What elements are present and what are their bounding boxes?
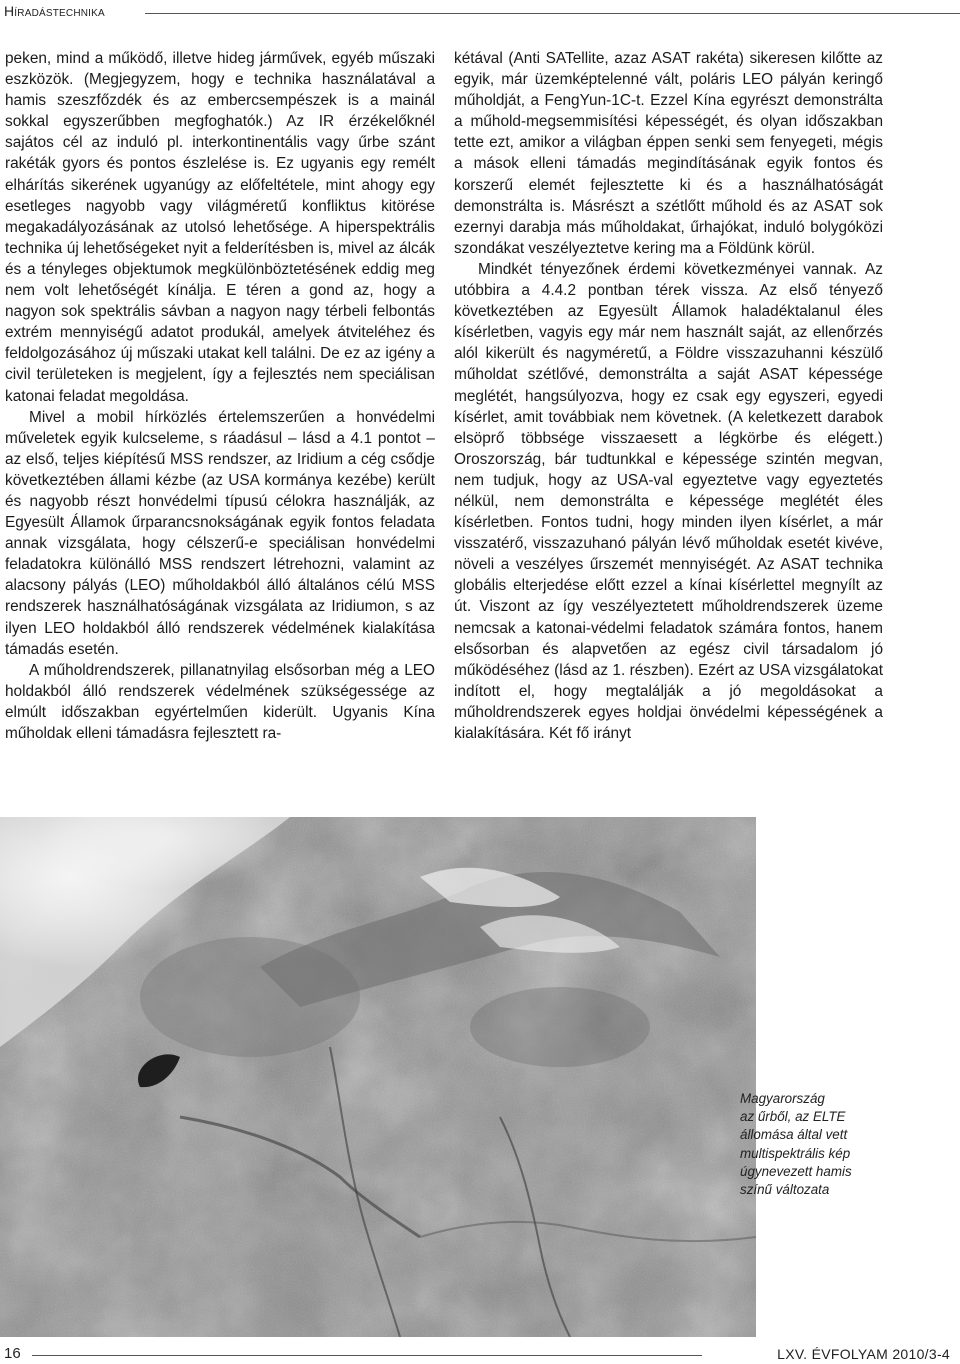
- caption-line: színű változata: [740, 1182, 830, 1198]
- figure-caption: [740, 1090, 900, 1199]
- left-paragraph-3: A műholdrendszerek, pillanatnyilag elsősorban még a LEO holdakból álló rendszerek védelmének szükségessége az elmúlt időszakban egyértelműen kiderült. Ugyanis Kína műholdak elleni támadásra fejlesztett ra-: [5, 661, 435, 742]
- caption-line: állomása által vett: [740, 1127, 848, 1143]
- caption-line: Magyarország: [740, 1091, 825, 1106]
- right-paragraph-1: kétával (Anti SATellite, azaz ASAT rakéta) sikeresen kilőtte az egyik, már üzemképtelenné vált, poláris LEO pályán keringő műholdját, a FengYun-1C-t. Ezzel Kína egyrészt demonstrálta a műhold-megsemmisítési képességét, és olyan időszakban tette ezt, amikor a világban éppen senki sem fenyegeti, mégis a mások elleni támadás megindításának egyik fontos és korszerű elemét fejlesztette ki és a használhatóságát demonstrálta is. Másrészt a szétlőtt műhold és az ASAT sok ezernyi darabja más műholdakat, űrhajókat, induló bolygóközi szondákat veszélyeztetve kering ma a Földünk körül.: [454, 50, 883, 257]
- running-header: [0, 0, 960, 26]
- right-column: [454, 48, 883, 744]
- left-paragraph-1: peken, mind a működő, illetve hideg járművek, egyéb műszaki eszközök. (Megjegyzem, hogy e technika használatával a hamis szeszfőzdék és az embercsempészek is a mainál sokkal egyszerűbben megfoghatók.) Az IR érzékelőknél sajátos cél az induló pl. interkontinentális vagy űrbe szánt rakéták gyors és pontos észlelése is. Ez ugyanis egy remélt elhárítás sikerének ugyanúgy az előfeltétele, mint ahogy egy esetleges nagyobb vagy világméretű konfliktus kitörése megakadályozásának az utolsó lehetősége. A hiperspektrális technika új lehetőségeket nyit a felderítésben is, mivel az álcák és a tényleges objektumok megkülönböztetésének eddig meg nem volt lehetőségét kínálja. E téren a gond az, hogy a nagyon sok spektrális sávban a nagyon nagy térbeli felbontás extrém mennyiségű adatot produkál, amelyek átviteléhez és feldolgozásához új műszaki utakat kell találni. De ez az igény a civil területeken is megjelent, így a fejlesztés nem speciálisan katonai feladat megoldása.: [5, 50, 435, 405]
- header-rule: [145, 13, 960, 14]
- caption-line: multispektrális kép: [740, 1145, 851, 1161]
- footer-rule: [32, 1355, 702, 1356]
- caption-line: úgynevezett hamis: [740, 1163, 852, 1179]
- caption-line: az űrből, az ELTE: [740, 1109, 846, 1125]
- satellite-image: [0, 817, 756, 1337]
- left-paragraph-2: Mivel a mobil hírközlés értelemszerűen a honvédelmi műveletek egyik kulcseleme, s ráadásul – lásd a 4.1 pontot – az első, teljes kiépítésű MSS rendszer, az Iridium a cég csődje következtében állami kézbe (az USA kormánya kezébe) került és nagyobb részt honvédelmi típusú célokra használják, az Egyesült Államok űrparancsnokságának egyik fontos feladata annak vizsgálata, hogy célszerű-e speciálisan honvédelmi feladatokra különálló MSS rendszert létrehozni, valamint az alacsony pályás (LEO) műholdakból álló általános célú MSS rendszerek használhatóságának vizsgálata az Iridiumon, s az ilyen LEO holdakból álló rendszerek védelmének kialakítása támadás esetén.: [5, 408, 435, 658]
- left-column: [5, 48, 435, 744]
- satellite-image-graphic: [0, 817, 756, 1337]
- page-number: 16: [4, 1345, 21, 1362]
- section-title: Híradástechnika: [4, 3, 105, 19]
- right-paragraph-2: Mindkét tényezőnek érdemi következményei vannak. Az utóbbira a 4.4.2 pontban térek vissza. Az első tényező következtében az Egyesült Államok haladéktalanul éles kísérletben, vagyis egy már nem használt saját, az ellenőrzés alól kikerült és nagyméretű, a Földre visszazuhanni készülő műholdat szétlővé, demonstrálta a saját ASAT képessége meglétét, hangsúlyozva, hogy ez csak egy egyszeri, egyedi kísérlet, amit továbbiak nem követnek. (A keletkezett darabok elsöprő többsége visszaesett a légkörbe és elégett.) Oroszország, bár tudtunkkal e képessége szintén megvan, nem tudjuk, hogy az USA-val egyeztetve vagy egyeztetés nélkül, nem demonstrálta e képessége meglétét éles kísérletben. Fontos tudni, hogy minden ilyen kísérlet, a már visszatérő, visszazuhanó pályán lévő műholdak esetét kivéve, növeli a veszélyes űrszemét mennyiségét. Az ASAT technika globális elterjedése előtt ezzel a kínai kísérlettel megnyílt az út. Viszont az így veszélyeztetett műholdrendszerek üzeme nemcsak a katonai-védelmi feladatok számára fontos, hanem elsősorban és alapvetően az egész civil társadalom jó működéséhez (lásd az 1. részben). Ezért az USA vizsgálatokat indított el, hogy megtalálják a jó megoldásokat a műholdrendszerek egyes holdjai önvédelmi képességének a kialakítására. Két fő irányt: [454, 260, 883, 742]
- volume-label: LXV. ÉVFOLYAM 2010/3-4: [777, 1346, 950, 1362]
